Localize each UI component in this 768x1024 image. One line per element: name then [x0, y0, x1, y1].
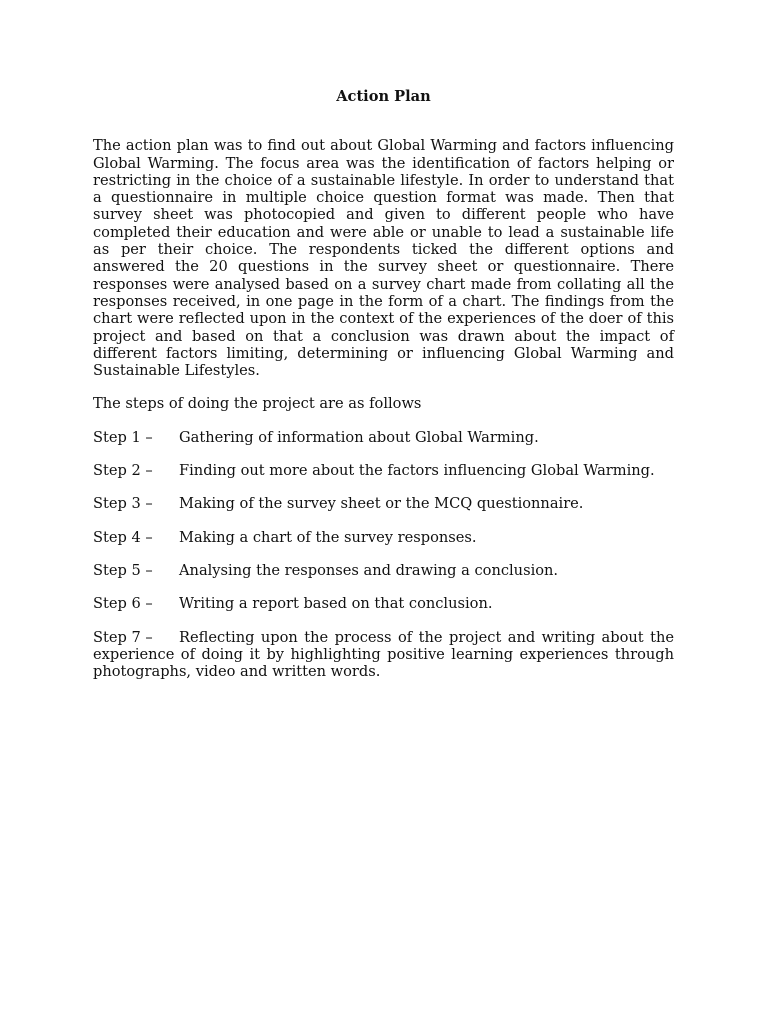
step-label: Step 5 – — [93, 561, 153, 579]
step-item-7 — [93, 629, 674, 681]
step-label: Step 3 – — [93, 495, 153, 513]
step-text: Finding out more about the factors influencing Global Warming. — [179, 462, 655, 480]
step-label: Step 4 – — [93, 528, 153, 546]
step-text: Analysing the responses and drawing a conclusion. — [179, 561, 559, 579]
step-text: Reflecting upon the process of the project and writing about the experience of doing it by highlighting positive learning experiences through photographs, video and written words. — [93, 628, 674, 681]
step-text: Writing a report based on that conclusion. — [179, 595, 493, 613]
step-text: Gathering of information about Global Warming. — [179, 428, 539, 446]
step-label: Step 1 – — [93, 428, 153, 446]
step-item-4 — [93, 529, 674, 546]
step-item-2 — [93, 462, 674, 479]
document-page — [93, 88, 674, 680]
step-label: Step 2 – — [93, 462, 153, 480]
step-label: Step 7 – — [93, 628, 153, 646]
step-item-5 — [93, 562, 674, 579]
step-item-1 — [93, 429, 674, 446]
step-label: Step 6 – — [93, 595, 153, 613]
step-text: Making a chart of the survey responses. — [179, 528, 477, 546]
body-paragraph: The action plan was to find out about Global Warming and factors influencing Global Warming. The focus area was the identification of factors helping or restricting in the choice of a sustainable lifestyle. In order to understand that a questionnaire in multiple choice question format was made. Then that survey sheet was photocopied and given to different people who have completed their education and were able or unable to lead a sustainable life as per their choice. The respondents ticked the different options and answered the 20 questions in the survey sheet or questionnaire. There responses were analysed based on a survey chart made from collating all the responses received, in one page in the form of a chart. The findings from the chart were reflected upon in the context of the experiences of the doer of this project and based on that a conclusion was drawn about the impact of different factors limiting, determining or influencing Global Warming and Sustainable Lifestyles. — [93, 137, 674, 380]
step-item-3 — [93, 495, 674, 512]
step-text: Making of the survey sheet or the MCQ questionnaire. — [179, 495, 584, 513]
steps-list — [93, 429, 674, 681]
step-item-6 — [93, 595, 674, 612]
document-title: Action Plan — [336, 88, 431, 105]
steps-intro: The steps of doing the project are as follows — [93, 395, 422, 413]
